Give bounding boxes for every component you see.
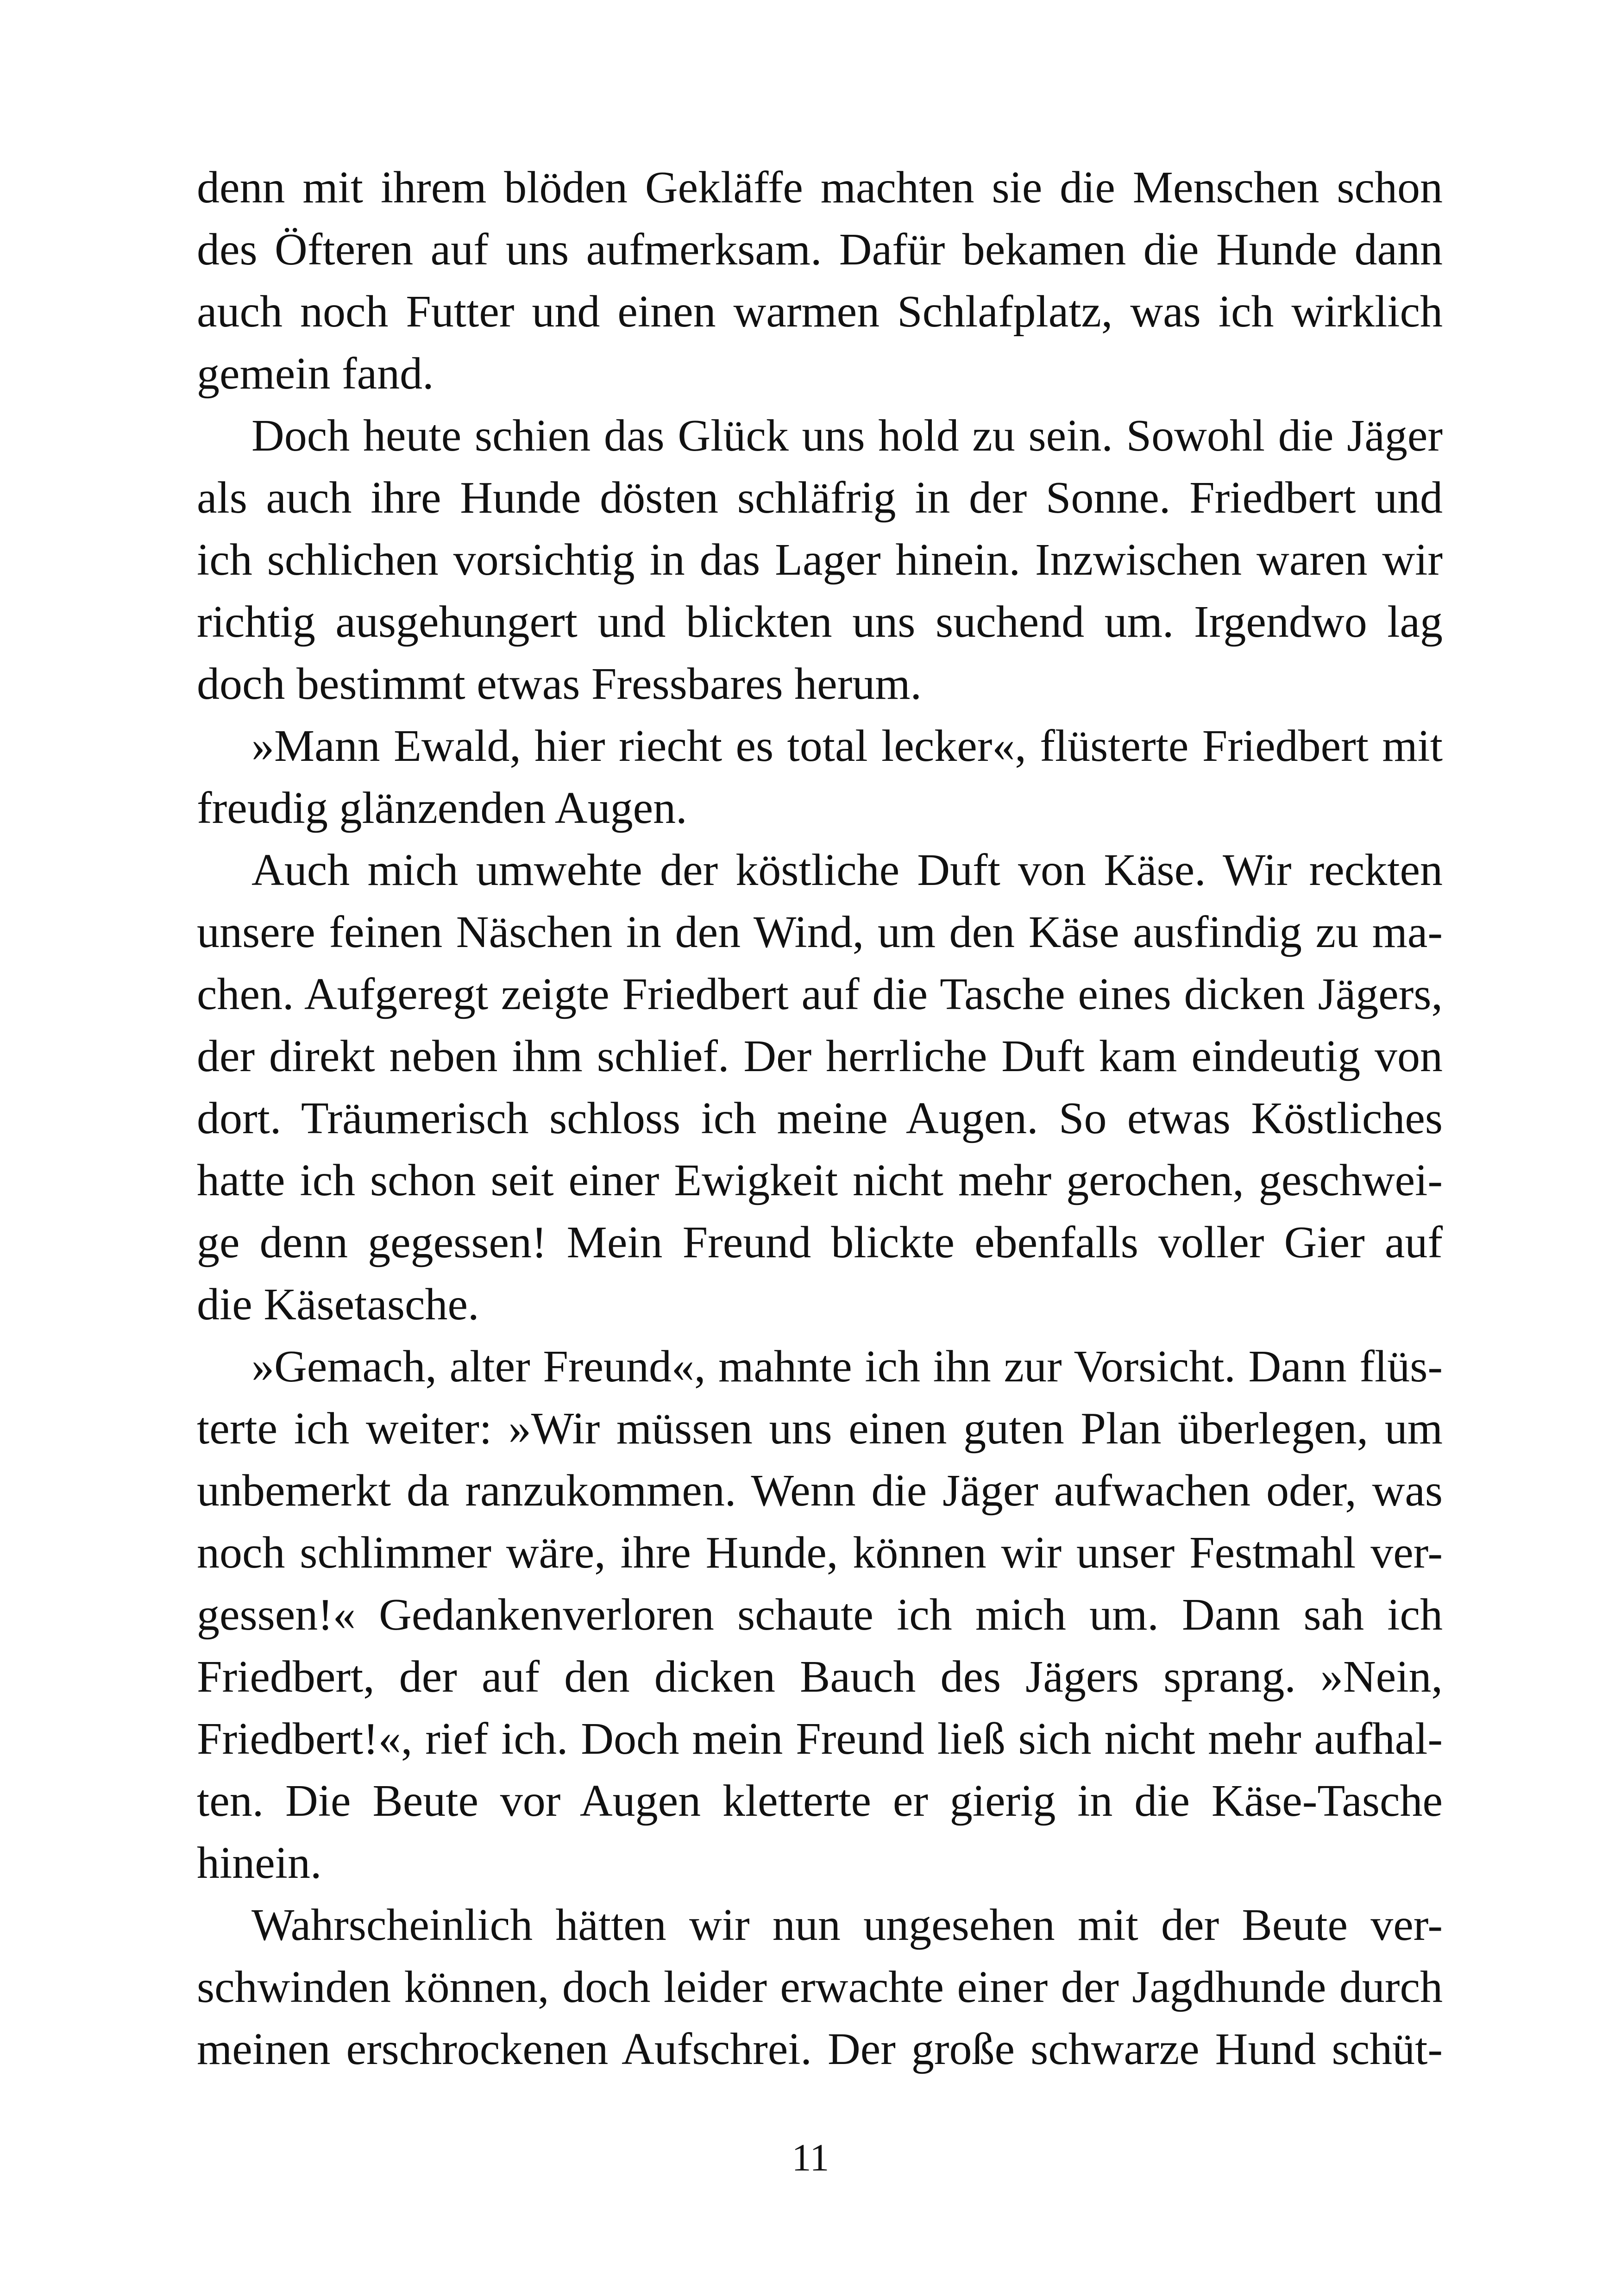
text-line: hinein.	[197, 1838, 322, 1888]
text-line: gemein fand.	[197, 349, 434, 399]
page-number: 11	[792, 2136, 829, 2179]
text-line: meinen erschrockenen Aufschrei. Der große schwarze Hund schüt-	[197, 2024, 1443, 2074]
text-line: freudig glänzenden Augen.	[197, 783, 687, 833]
text-line: der direkt neben ihm schlief. Der herrliche Duft kam eindeutig von	[197, 1031, 1443, 1081]
text-line: die Käsetasche.	[197, 1280, 479, 1330]
text-line: terte ich weiter: »Wir müssen uns einen guten Plan überlegen, um	[197, 1404, 1443, 1454]
text-line: unsere feinen Näschen in den Wind, um den Käse ausfindig zu ma-	[197, 907, 1443, 957]
text-line: »Gemach, alter Freund«, mahnte ich ihn zur Vorsicht. Dann flüs-	[251, 1342, 1443, 1392]
text-line: gessen!« Gedankenverloren schaute ich mich um. Dann sah ich	[197, 1590, 1443, 1640]
body-text	[197, 157, 1443, 2080]
text-line: denn mit ihrem blöden Gekläffe machten sie die Menschen schon	[197, 163, 1443, 213]
text-line: unbemerkt da ranzukommen. Wenn die Jäger aufwachen oder, was	[197, 1466, 1443, 1516]
text-line: Friedbert, der auf den dicken Bauch des Jägers sprang. »Nein,	[197, 1652, 1443, 1702]
text-line: »Mann Ewald, hier riecht es total lecker«, flüsterte Friedbert mit	[251, 721, 1443, 771]
text-line: Auch mich umwehte der köstliche Duft von Käse. Wir reckten	[251, 845, 1443, 895]
text-line: richtig ausgehungert und blickten uns suchend um. Irgendwo lag	[197, 597, 1443, 647]
text-line: als auch ihre Hunde dösten schläfrig in der Sonne. Friedbert und	[197, 473, 1443, 523]
text-line: ich schlichen vorsichtig in das Lager hinein. Inzwischen waren wir	[197, 535, 1443, 585]
text-line: noch schlimmer wäre, ihre Hunde, können wir unser Festmahl ver-	[197, 1528, 1443, 1578]
text-line: Wahrscheinlich hätten wir nun ungesehen mit der Beute ver-	[251, 1900, 1443, 1950]
text-line: Doch heute schien das Glück uns hold zu sein. Sowohl die Jäger	[251, 411, 1443, 461]
text-line: auch noch Futter und einen warmen Schlafplatz, was ich wirklich	[197, 287, 1443, 337]
text-line: chen. Aufgeregt zeigte Friedbert auf die Tasche eines dicken Jägers,	[197, 969, 1443, 1019]
text-line: des Öfteren auf uns aufmerksam. Dafür bekamen die Hunde dann	[197, 225, 1443, 275]
text-line: hatte ich schon seit einer Ewigkeit nicht mehr gerochen, geschwei-	[197, 1155, 1443, 1205]
text-line: ge denn gegessen! Mein Freund blickte ebenfalls voller Gier auf	[197, 1217, 1443, 1267]
text-line: ten. Die Beute vor Augen kletterte er gierig in die Käse-Tasche	[197, 1776, 1443, 1826]
text-line: dort. Träumerisch schloss ich meine Augen. So etwas Köstliches	[197, 1093, 1443, 1143]
text-line: schwinden können, doch leider erwachte einer der Jagdhunde durch	[197, 1962, 1443, 2012]
text-line: doch bestimmt etwas Fressbares herum.	[197, 659, 922, 709]
text-line: Friedbert!«, rief ich. Doch mein Freund ließ sich nicht mehr aufhal-	[197, 1714, 1443, 1764]
